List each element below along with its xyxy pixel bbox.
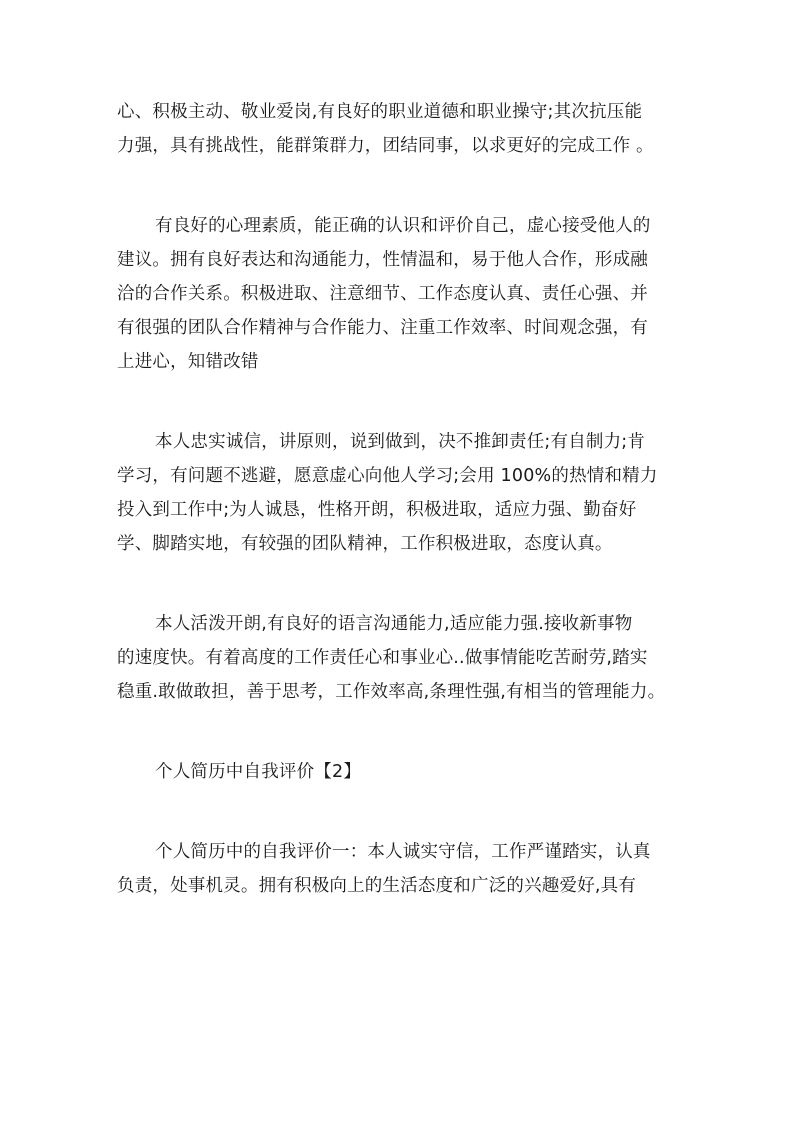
text-line: 有很强的团队合作精神与合作能力、注重工作效率、时间观念强，有 bbox=[117, 318, 648, 338]
text-line: 学习，有问题不逃避，愿意虚心向他人学习;会用 100%的热情和精力 bbox=[117, 466, 658, 486]
text-line: 上进心，知错改错 bbox=[117, 352, 259, 372]
paragraph-4 bbox=[117, 607, 682, 709]
text-line: 稳重.敢做敢担，善于思考，工作效率高,条理性强,有相当的管理能力。 bbox=[117, 682, 666, 702]
text-line: 洽的合作关系。积极进取、注意细节、工作态度认真、责任心强、并 bbox=[117, 284, 648, 304]
text-line: 建议。拥有良好表达和沟通能力，性情温和，易于他人合作，形成融 bbox=[117, 250, 648, 270]
text-line: 心、积极主动、敬业爱岗,有良好的职业道德和职业操守;其次抗压能 bbox=[117, 102, 643, 122]
text-line: 力强，具有挑战性，能群策群力，团结同事，以求更好的完成工作 。 bbox=[117, 136, 654, 156]
document-body bbox=[117, 95, 682, 949]
paragraph-1 bbox=[117, 95, 682, 163]
text-line: 本人忠实诚信，讲原则，说到做到，决不推卸责任;有自制力;肯 bbox=[155, 432, 646, 452]
paragraph-5 bbox=[117, 835, 682, 903]
section-heading: 个人简历中自我评价【2】 bbox=[155, 762, 362, 782]
text-line: 负责，处事机灵。拥有积极向上的生活态度和广泛的兴趣爱好,具有 bbox=[117, 876, 637, 896]
text-line: 有良好的心理素质，能正确的认识和评价自己，虚心接受他人的 bbox=[155, 216, 651, 236]
paragraph-3 bbox=[117, 425, 682, 561]
text-line: 本人活泼开朗,有良好的语言沟通能力,适应能力强.接收新事物 bbox=[155, 614, 633, 634]
text-line: 投入到工作中;为人诚恳，性格开朗，积极进取，适应力强、勤奋好 bbox=[117, 500, 637, 520]
text-line: 个人简历中的自我评价一：本人诚实守信，工作严谨踏实，认真 bbox=[155, 842, 651, 862]
text-line: 的速度快。有着高度的工作责任心和事业心..做事情能吃苦耐劳,踏实 bbox=[117, 648, 648, 668]
text-line: 学、脚踏实地，有较强的团队精神，工作积极进取，态度认真。 bbox=[117, 534, 613, 554]
paragraph-2 bbox=[117, 209, 682, 379]
